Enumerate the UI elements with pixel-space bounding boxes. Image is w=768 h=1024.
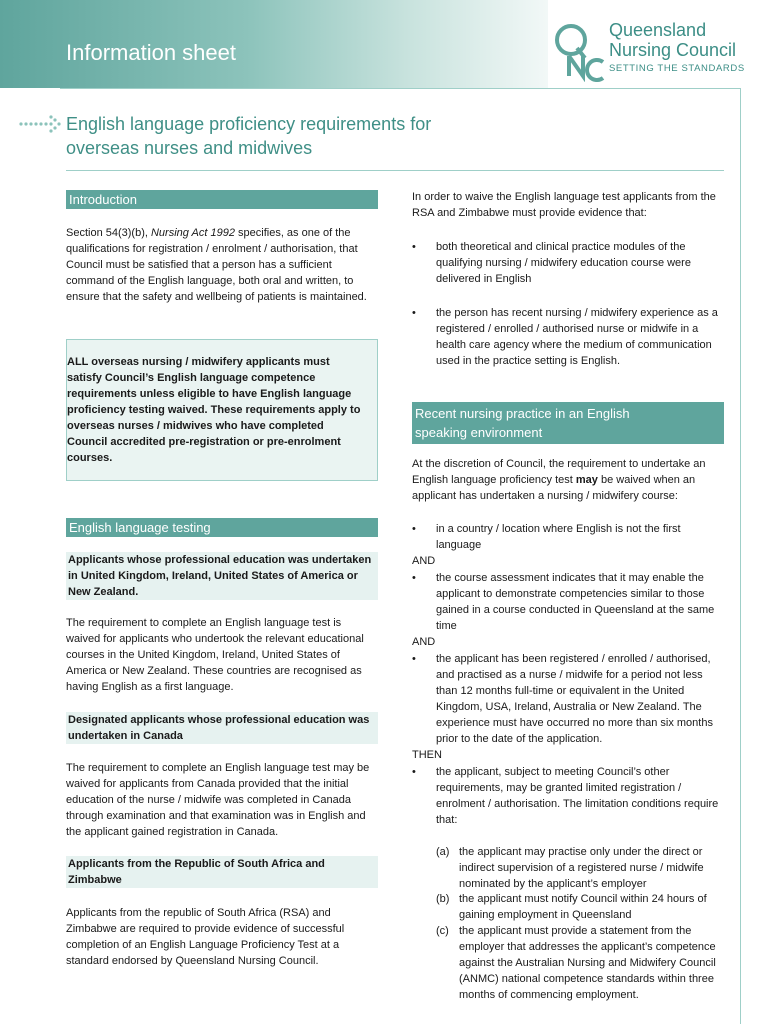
subheading-canada-text: Designated applicants whose professional education was undertaken in Canada (66, 712, 378, 744)
recent-heading-line1: Recent nursing practice in an English (415, 406, 630, 421)
paragraph-canada-text: The requirement to complete an English language test may be waived for applicants from Canada provided that the initial education of the nurse / midwife was completed in Canada through examination and that examination was in English and the applicant gained registration in Canada. (66, 762, 370, 838)
paragraph-rsa-text: Applicants from the republic of South Africa (RSA) and Zimbabwe are required to provide evidence of successful completion of an English Language Proficiency Test at a standard endorsed by Queensland Nursing Council. (66, 907, 345, 967)
recent-intro-before: At the discretion of Council, the requirement to undertake an English language proficiency test (412, 458, 706, 486)
subheading-rsa-text: Applicants from the Republic of South Africa and Zimbabwe (66, 856, 378, 888)
bullet-dot: • (412, 241, 416, 253)
recent-heading-line2: speaking environment (415, 425, 543, 440)
recent-bullet-2: the course assessment indicates that it may enable the applicant to demonstrate competencies similar to those gained in a course conducted in Queensland at the same time (436, 572, 715, 632)
subheading-rsa-zimbabwe (66, 856, 378, 888)
logo-text-nursing-council: Nursing Council (609, 40, 737, 60)
applicants-callout-box (66, 339, 378, 481)
subheading-uk-ireland-usa-nz (66, 552, 378, 600)
page-title-line1: English language proficiency requirements for (66, 114, 432, 134)
introduction-heading-label: Introduction (66, 190, 378, 209)
paragraph-uk-waiver (66, 615, 378, 695)
recent-intro-after: be waived when an applicant has undertaken a nursing / midwifery course: (412, 474, 696, 502)
waiver-bullet-1: both theoretical and clinical practice modules of the qualifying nursing / midwifery education course were delivered in English (436, 241, 691, 285)
subheading-uk-text: Applicants whose professional education was undertaken in United Kingdom, Ireland, United States of America or New Zealand. (66, 552, 378, 600)
recent-practice-intro (412, 456, 724, 504)
bullet-dot: • (412, 572, 416, 584)
applicants-callout (66, 339, 378, 481)
header-banner (0, 0, 548, 88)
condition-c-label: (c) (436, 925, 449, 937)
introduction-text (66, 225, 378, 305)
condition-b-text: the applicant must notify Council within 24 hours of gaining employment in Queensland (459, 893, 707, 921)
waiver-intro-text: In order to waive the English language test applicants from the RSA and Zimbabwe must provide evidence that: (412, 191, 716, 219)
recent-intro-text (412, 456, 724, 504)
introduction-heading (66, 190, 378, 209)
logo-tagline: SETTING THE STANDARDS (609, 63, 745, 74)
recent-bullet-3: the applicant has been registered / enrolled / authorised, and practised as a nurse / midwife for a period not less than 12 months full-time or equivalent in the United Kingdom, USA, Ireland, Australia or New Zealand. The experience must have occurred no more than six months prior to the date of the application. (436, 653, 713, 745)
frame-right-rule (740, 88, 741, 1024)
waiver-bullet-2: the person has recent nursing / midwifery experience as a registered / enrolled / authorised nurse or midwife in a health care agency where the medium of communication used in the practice setting is English. (436, 307, 718, 367)
frame-top-rule (60, 88, 740, 89)
recent-bullet-4: the applicant, subject to meeting Council’s other requirements, may be granted limited registration / enrolment / authorisation. The limitation conditions require that: (436, 766, 719, 826)
recent-practice-heading (412, 402, 724, 444)
paragraph-rsa (66, 905, 378, 969)
qnc-logo-icon (551, 18, 607, 82)
bullet-dot: • (412, 653, 416, 665)
condition-a-text: the applicant may practise only under the direct or indirect supervision of a registered nurse / midwife nominated by the applicant’s employer (459, 846, 704, 890)
and-connector-1: AND (412, 555, 436, 567)
english-testing-heading-label: English language testing (66, 518, 378, 537)
intro-act-name: Nursing Act 1992 (150, 227, 235, 239)
paragraph-canada (66, 760, 378, 840)
page-title-line2: overseas nurses and midwives (66, 138, 313, 158)
recent-intro-may: may (575, 474, 598, 486)
intro-text-rest: specifies, as one of the qualifications for registration / enrolment / authorisation, that Council must be satisfied that a person has a sufficient command of the English language, both oral and written, to ensure that the safety and wellbeing of patients is maintained. (66, 227, 367, 303)
bullet-dot: • (412, 523, 416, 535)
condition-c-text: the applicant must provide a statement from the employer that addresses the applicant’s competence against the Australian Nursing and Midwifery Council (ANMC) national competence standards within three months of commencing employment. (459, 925, 716, 1001)
introduction-paragraph (66, 225, 378, 305)
dotted-arrow-icon (18, 115, 62, 133)
condition-b-label: (b) (436, 893, 450, 905)
recent-bullet-1: in a country / location where English is not the first language (436, 523, 681, 551)
subheading-canada (66, 712, 378, 744)
then-connector: THEN (412, 749, 442, 761)
banner-title: Information sheet (66, 40, 236, 65)
condition-a-label: (a) (436, 846, 450, 858)
recent-practice-heading-box (412, 402, 724, 444)
paragraph-uk-text: The requirement to complete an English language test is waived for applicants who undertook the relevant educational courses in the United Kingdom, Ireland, United States of America or New Zealand. These countries are recognised as having English as a first language. (66, 617, 364, 693)
waiver-intro (412, 189, 724, 221)
page-title (66, 112, 586, 160)
and-connector-2: AND (412, 636, 436, 648)
title-rule (66, 170, 724, 171)
bullet-dot: • (412, 307, 416, 319)
applicants-callout-text: ALL overseas nursing / midwifery applicants must satisfy Council’s English language competence requirements unless eligible to have English language proficiency testing waived. These requirements apply to overseas nurses / midwives who have completed Council accredited pre-registration or pre-enrolment courses. (67, 356, 361, 464)
logo-text-queensland: Queensland (609, 20, 707, 40)
intro-text-prefix: Section 54(3)(b), (66, 227, 151, 239)
english-testing-heading (66, 518, 378, 537)
bullet-dot: • (412, 766, 416, 778)
